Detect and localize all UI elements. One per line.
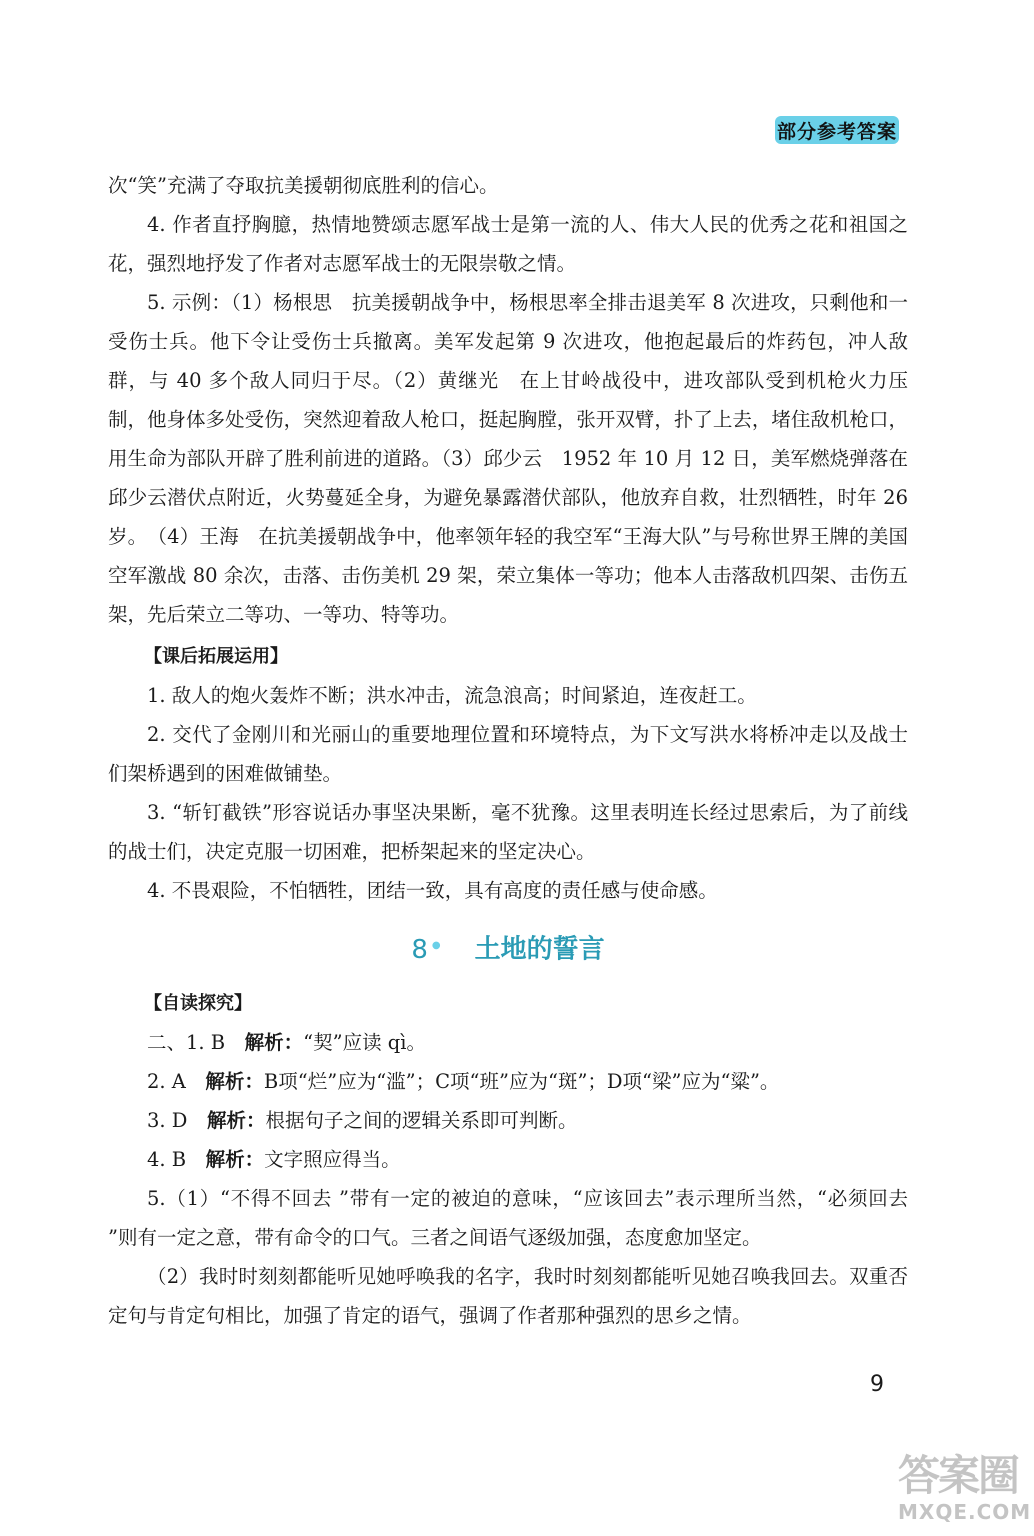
explanation-label: 解析： [206,1108,266,1132]
self-study-q4: 4. B 解析：文字照应得当。 [147,1147,401,1171]
answer-content [108,166,908,1335]
dot-icon: ● [431,940,441,951]
page-number: 9 [870,1372,884,1397]
extension-heading: 【课后拓展运用】 [144,646,288,667]
section-badge: 部分参考答案 [775,116,899,144]
extension-item-1: 1. 敌人的炮火轰炸不断；洪水冲击，流急浪高；时间紧迫，连夜赶工。 [147,684,757,707]
watermark-logo [898,1451,1032,1532]
lesson-number: 8 ● [411,934,441,965]
watermark-text: 答案圈 [898,1451,1019,1500]
self-study-q2: 2. A 解析：B项“烂”应为“滥”；C项“班”应为“斑”；D项“梁”应为“粱”。 [147,1069,780,1093]
lesson-name: 土地的誓言 [474,934,605,965]
paragraph-continued: 次“笑”充满了夺取抗美援朝彻底胜利的信心。 [108,174,499,197]
self-study-q5-1: 5.（1）“不得不回去 ”带有一定的被迫的意味，“应该回去”表示理所当然，“必须回去 ”则有一定之意，带有命令的口气。三者之间语气逐级加强，态度愈加坚定。 [108,1186,908,1249]
watermark-url: MXQE.COM [898,1500,1032,1524]
self-study-q3: 3. D 解析：根据句子之间的逻辑关系即可判断。 [147,1108,578,1132]
self-study-heading: 【自读探究】 [144,992,252,1014]
answer-4: 4. 作者直抒胸臆，热情地赞颂志愿军战士是第一流的人、伟大人民的优秀之花和祖国之花，强烈地抒发了作者对志愿军战士的无限崇敬之情。 [108,213,908,275]
answer-5: 5. 示例：（1）杨根思 抗美援朝战争中，杨根思率全排击退美军 8 次进攻，只剩他和一受伤士兵。他下令让受伤士兵撤离。美军发起第 9 次进攻，他抱起最后的炸药包，冲人敌群，与 40 多个敌人同归于尽。（2）黄继光 在上甘岭战役中，进攻部队受到机枪火力压制，他身体多处受伤，突然迎着敌人枪口，挺起胸膛，张开双臂，扑了上去，堵住敌机枪口，用生命为部队开辟了胜利前进的道路。（3）邱少云 1952 年 10 月 12 日，美军燃烧弹落在邱少云潜伏点附近，火势蔓延全身，为避免暴露潜伏部队，他放弃自救，壮烈牺牲，时年 26 岁。 （4）王海 在抗美援朝战争中，他率领年轻的我空军“王海大队”与号称世界王牌的美国空军激战 80 余次，击落、击伤美机 29 架，荣立集体一等功；他本人击落敌机四架、击伤五架，先后荣立二等功、一等功、特等功。 [108,291,908,626]
explanation-label: 解析： [205,1147,265,1171]
extension-item-4: 4. 不畏艰险，不怕牺牲，团结一致，具有高度的责任感与使命感。 [147,879,718,902]
self-study-q5-2: （2）我时时刻刻都能听见她呼唤我的名字，我时时刻刻都能听见她召唤我回去。双重否定句与肯定句相比，加强了肯定的语气，强调了作者那种强烈的思乡之情。 [108,1264,908,1327]
explanation-label: 解析： [205,1069,264,1093]
explanation-label: 解析： [244,1030,304,1054]
extension-item-2: 2. 交代了金刚川和光丽山的重要地理位置和环境特点，为下文写洪水将桥冲走以及战士们架桥遇到的困难做铺垫。 [108,723,908,785]
lesson-title [108,924,908,972]
self-study-q1: 二、1. B 解析：“契”应读 qì。 [147,1030,427,1054]
extension-item-3: 3. “斩钉截铁”形容说话办事坚决果断，毫不犹豫。这里表明连长经过思索后，为了前线的战士们，决定克服一切困难，把桥架起来的坚定决心。 [108,801,908,863]
